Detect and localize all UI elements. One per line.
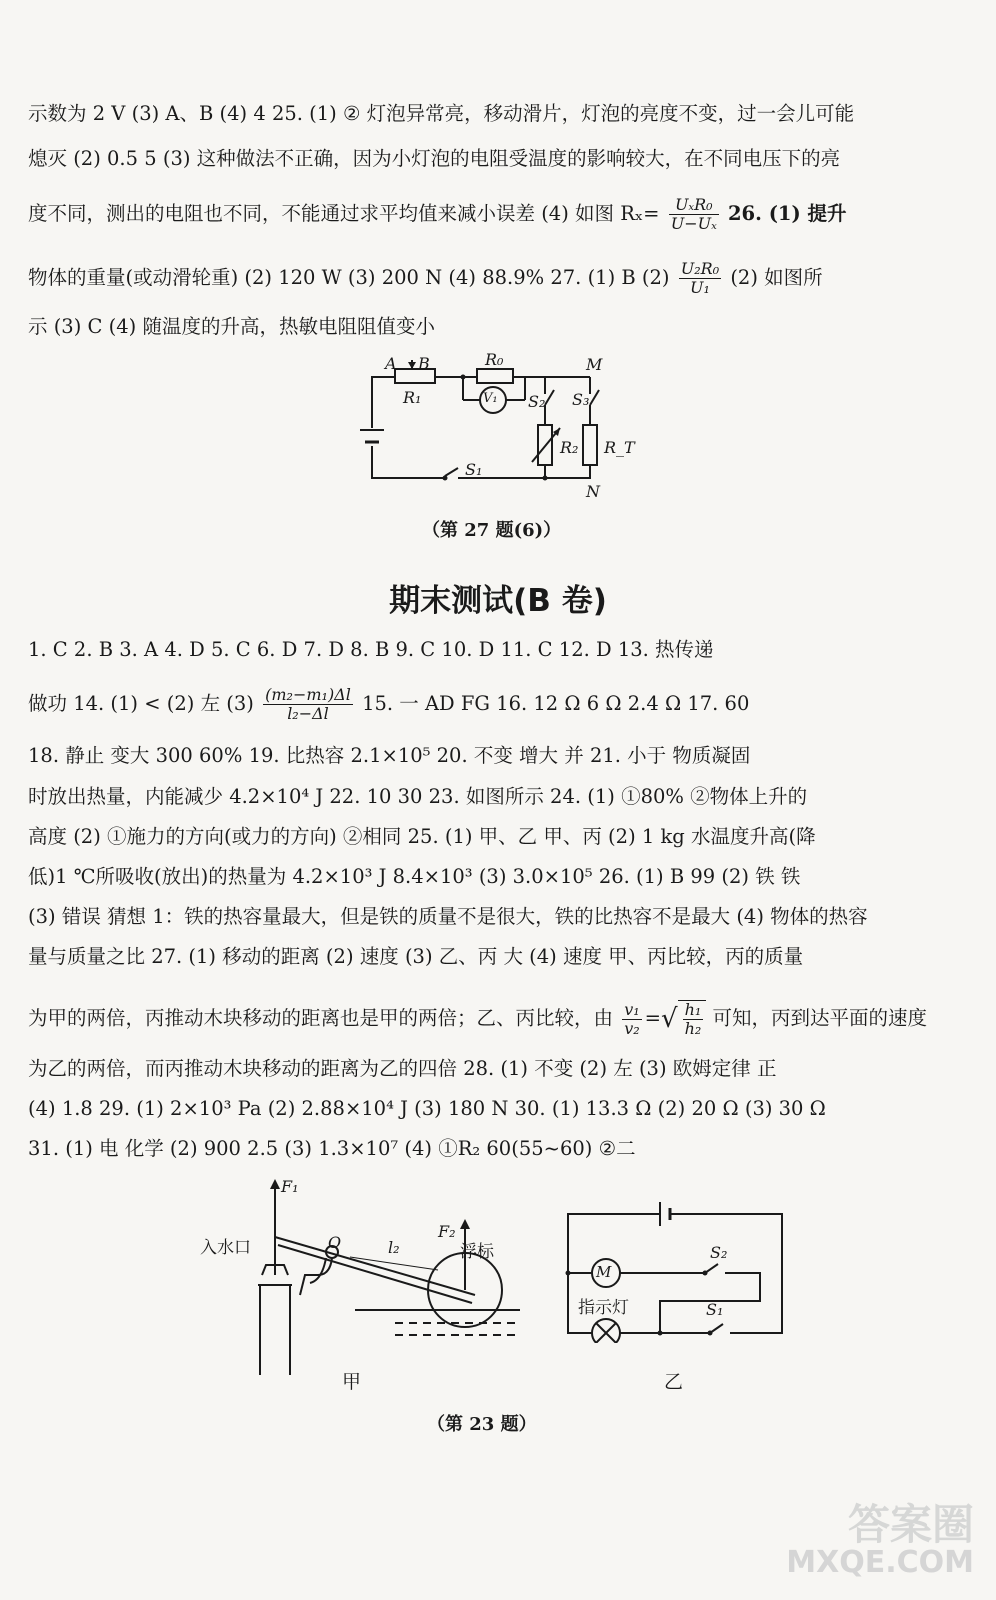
label-s1-b: S₁ xyxy=(706,1300,724,1319)
h-fraction xyxy=(683,1001,704,1038)
figure-27-caption: （第 27 题(6)） xyxy=(422,520,562,541)
b-line-9: 为甲的两倍，丙推动木块移动的距离也是甲的两倍；乙、丙比较，由 $\frac{\text{v₁}}{\text{v₂}}$ =√ $\frac{\text{h₁}}{\text{h₂}}$ 可知，丙到达平面的速度 xyxy=(28,999,928,1038)
label-r2: R₂ xyxy=(560,438,579,457)
b-line-2 xyxy=(28,686,968,723)
rx-denominator: U−Uₓ xyxy=(670,214,717,233)
b-line-12: 31. (1) 电 化学 (2) 900 2.5 (3) 1.3×10⁷ (4) ①R₂ 60(55~60) ②二 xyxy=(28,1137,636,1160)
rx-fraction xyxy=(669,196,719,233)
answer-line-3-text: 度不同，测出的电阻也不同，不能通过求平均值来减小误差 (4) 如图 R xyxy=(28,202,635,225)
answer-line-1: 示数为 2 V (3) A、B (4) 4 25. (1) ② 灯泡异常亮，移动滑片，灯泡的亮度不变，过一会儿可能 xyxy=(28,102,855,125)
label-float: 浮标 xyxy=(460,1242,494,1262)
h-sqrt xyxy=(678,1000,707,1038)
label-s3: S₃ xyxy=(572,390,590,409)
u2r0-denominator: U₁ xyxy=(689,278,710,297)
lever-float-diagram xyxy=(200,1175,530,1375)
indicator-circuit-diagram xyxy=(560,1198,790,1343)
label-o: O xyxy=(328,1233,342,1252)
b-line-11: (4) 1.8 29. (1) 2×10³ Pa (2) 2.88×10⁴ J (3) 180 N 30. (1) 13.3 Ω (2) 20 Ω (3) 30 Ω xyxy=(28,1097,826,1120)
label-f2: F₂ xyxy=(438,1222,456,1241)
b-line-1: 1. C 2. B 3. A 4. D 5. C 6. D 7. D 8. B 9. C 10. D 11. C 12. D 13. 热传递 xyxy=(28,638,714,661)
label-m: M xyxy=(586,355,603,374)
label-rt: R_T xyxy=(604,438,635,457)
label-motor: M xyxy=(596,1263,612,1281)
rx-numerator: UₓR₀ xyxy=(669,196,719,215)
label-f1: F₁ xyxy=(281,1177,299,1196)
section-title: 期末测试(B 卷) xyxy=(389,583,607,619)
b-line-4: 时放出热量，内能减少 4.2×10⁴ J 22. 10 30 23. 如图所示 24. (1) ①80% ②物体上升的 xyxy=(28,785,808,808)
dl-denominator: l₂−Δl xyxy=(287,704,329,723)
watermark-url: MXQE.COM xyxy=(786,1545,974,1580)
label-n: N xyxy=(586,482,600,501)
label-jia: 甲 xyxy=(342,1371,362,1393)
v-denominator: v₂ xyxy=(624,1018,640,1038)
label-r1: R₁ xyxy=(403,388,422,407)
label-l2: l₂ xyxy=(388,1238,400,1257)
h-numerator: h₁ xyxy=(684,1000,702,1019)
answer-line-3 xyxy=(28,196,968,233)
h-denominator: h₂ xyxy=(684,1019,702,1038)
b-line-6: 低)1 ℃所吸收(放出)的热量为 4.2×10³ J 8.4×10³ (3) 3.0×10⁵ 26. (1) B 99 (2) 铁 铁 xyxy=(28,865,801,888)
label-b: B xyxy=(418,354,430,373)
label-s2-b: S₂ xyxy=(710,1243,728,1262)
answer-line-3-tail: 26. (1) 提升 xyxy=(727,202,847,225)
label-inlet: 入水口 xyxy=(200,1238,251,1258)
b-line-7: (3) 错误 猜想 1：铁的热容量最大，但是铁的质量不是很大，铁的比热容不是最大 (4) 物体的热容 xyxy=(28,905,868,928)
dl-fraction xyxy=(263,686,353,723)
label-s1: S₁ xyxy=(465,460,483,479)
u2r0-fraction xyxy=(679,260,721,297)
label-r0: R₀ xyxy=(485,350,504,369)
answer-line-2: 熄灭 (2) 0.5 5 (3) 这种做法不正确，因为小灯泡的电阻受温度的影响较大，在不同电压下的亮 xyxy=(28,147,841,170)
b-line-9-tail: 可知，丙到达平面的速度 xyxy=(712,1006,928,1030)
dl-numerator: (m₂−m₁)Δl xyxy=(265,685,351,704)
label-a: A xyxy=(385,354,397,373)
answer-line-4 xyxy=(28,260,968,297)
b-line-5: 高度 (2) ①施力的方向(或力的方向) ②相同 25. (1) 甲、乙 甲、丙 (2) 1 kg 水温度升高(降 xyxy=(28,825,816,848)
label-s2: S₂ xyxy=(528,392,546,411)
answer-line-4-text: 物体的重量(或动滑轮重) (2) 120 W (3) 200 N (4) 88.9% 27. (1) B (2) xyxy=(28,266,670,289)
circuit-diagram-27 xyxy=(350,350,620,510)
b-line-2-text: 做功 14. (1) < (2) 左 (3) xyxy=(28,692,254,715)
b-line-9-text: 为甲的两倍，丙推动木块移动的距离也是甲的两倍；乙、丙比较，由 xyxy=(28,1006,614,1030)
figure-23-caption: （第 23 题） xyxy=(427,1414,537,1435)
b-line-8: 量与质量之比 27. (1) 移动的距离 (2) 速度 (3) 乙、丙 大 (4) 速度 甲、丙比较，丙的质量 xyxy=(28,945,804,968)
label-yi: 乙 xyxy=(664,1371,684,1393)
label-indicator-lamp: 指示灯 xyxy=(578,1298,629,1318)
label-v1: V₁ xyxy=(483,391,498,406)
answer-line-4-tail: (2) 如图所 xyxy=(730,266,823,289)
v-numerator: v₁ xyxy=(624,999,640,1019)
answer-line-5: 示 (3) C (4) 随温度的升高，热敏电阻阻值变小 xyxy=(28,315,435,338)
u2r0-numerator: U₂R₀ xyxy=(680,259,720,278)
v-fraction xyxy=(622,1001,641,1038)
b-line-10: 为乙的两倍，而丙推动木块移动的距离为乙的四倍 28. (1) 不变 (2) 左 (3) 欧姆定律 正 xyxy=(28,1057,777,1080)
b-line-3: 18. 静止 变大 300 60% 19. 比热容 2.1×10⁵ 20. 不变 增大 并 21. 小于 物质凝固 xyxy=(28,744,751,767)
rx-subscript: ₓ= xyxy=(634,202,660,225)
b-line-2-tail: 15. 一 AD FG 16. 12 Ω 6 Ω 2.4 Ω 17. 60 xyxy=(362,692,750,715)
watermark-logo: 答案圈 xyxy=(847,1500,974,1549)
